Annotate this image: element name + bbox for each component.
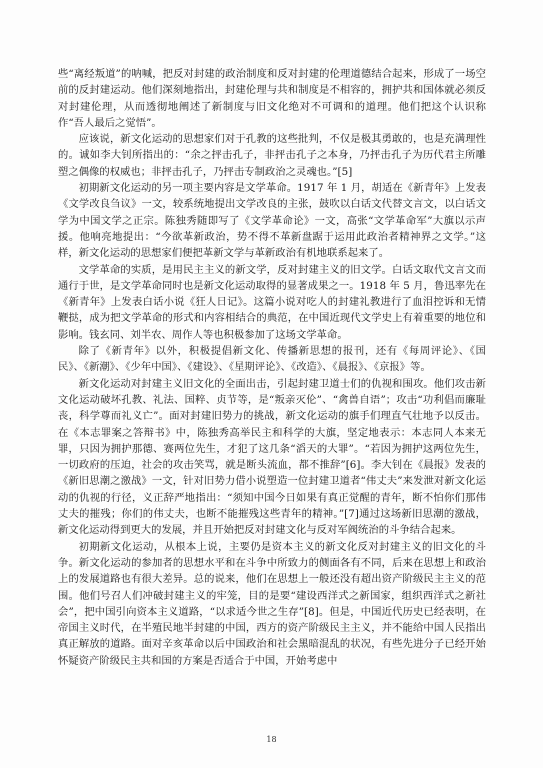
paragraph: 新文化运动对封建主义旧文化的全面出击，引起封建卫道士们的仇视和围攻。他们攻击新文化运动破坏孔教、礼法、国粹、贞节等，是“叛亲灭伦”、“禽兽自语”；攻击“功利倡而廉耻丧，科学尊而礼义亡”。面对封建旧势力的挑战，新文化运动的旗手们理直气壮地予以反击。在《本志罪案之答辩书》中，陈独秀高举民主和科学的大旗，坚定地表示：本志同人本来无罪，只因为拥护那德、赛两位先生，才犯了这几条“滔天的大罪”。“若因为拥护这两位先生，一切政府的压迫，社会的攻击笑骂，就是断头流血，都不推辞”[6]。李大钊在《晨报》发表的《新旧思潮之激战》一文，针对旧势力借小说塑造一位封建卫道者“伟丈夫”来发泄对新文化运动的仇视的行径，义正辞严地指出：“须知中国今日如果有真正觉醒的青年，断不怕你们那伟丈夫的摧残；你们的伟丈夫，也断不能摧残这些青年的精神。”[7]通过这场新旧思潮的激战，新文化运动得到更大的发展，并且开始把反对封建文化与反对军阀统治的斗争结合起来。 — [58, 377, 486, 537]
body-text — [58, 66, 486, 669]
paragraph: 应该说，新文化运动的思想家们对于孔教的这些批判，不仅是极其勇敢的，也是充满理性的。诚如李大钊所指出的：“余之抨击孔子，非抨击孔子之本身，乃抨击孔子为历代君主所雕塑之偶像的权威也；非抨击孔子，乃抨击专制政治之灵魂也。”[5] — [58, 133, 486, 178]
page-number: 18 — [266, 735, 277, 744]
paragraph: 初期新文化运动的另一项主要内容是文学革命。1917 年 1 月，胡适在《新青年》上发表《文学改良刍议》一文，较系统地提出文学改良的主张，鼓吹以白话文代替文言文，以白话文学为中国文学之正宗。陈独秀随即写了《文学革命论》一文，高张“文学革命军”大旗以示声援。他响亮地提出：“今欲革新政治，势不得不革新盘踞于运用此政治者精神界之文学。”这样，新文化运动的思想家们便把革新文学与革新政治有机地联系起来了。 — [58, 182, 486, 260]
paragraph: 文学革命的实质，是用民主主义的新文学，反对封建主义的旧文学。白话文取代文言文而通行于世，是文学革命同时也是新文化运动取得的显著成果之一。1918 年 5 月，鲁迅率先在《新青年》上发表白话小说《狂人日记》。这篇小说对吃人的封建礼教进行了血泪控诉和无情鞭挞，成为把文学革命的形式和内容相结合的典范，在中国近现代文学史上有着重要的地位和影响。钱玄同、刘半农、周作人等也积极参加了这场文学革命。 — [58, 263, 486, 341]
paragraph: 些“离经叛道”的呐喊，把反对封建的政治制度和反对封建的伦理道德结合起来，形成了一场空前的反封建运动。他们深刻地指出，封建伦理与共和制度是不相容的，拥护共和国体就必须反对封建伦理，从而透彻地阐述了新制度与旧文化绝对不可调和的道理。他们把这个认识称作“吾人最后之觉悟”。 — [58, 68, 486, 129]
paragraph: 除了《新青年》以外，积极提倡新文化、传播新思想的报刊，还有《每周评论》、《国民》、《新潮》、《少年中国》、《建设》、《星期评论》、《改造》、《晨报》、《京报》等。 — [58, 345, 486, 374]
paragraph: 初期新文化运动，从根本上说，主要仍是资本主义的新文化反对封建主义的旧文化的斗争。新文化运动的参加者的思想水平和在斗争中所致力的侧面各有不同，后来在思想上和政治上的发展道路也有很大差异。总的说来，他们在思想上一般还没有超出资产阶级民主主义的范围。他们号召人们冲破封建主义的牢笼，目的是要“建设西洋式之新国家，组织西洋式之新社会”，把中国引向资本主义道路，“以求适今世之生存”[8]。但是，中国近代历史已经表明，在帝国主义时代，在半殖民地半封建的中国，西方的资产阶级民主主义，并不能给中国人民指出真正解放的道路。面对辛亥革命以后中国政治和社会黑暗混乱的状况，有些先进分子已经开始怀疑资产阶级民主共和国的方案是否适合于中国，开始考虑中 — [58, 540, 486, 667]
